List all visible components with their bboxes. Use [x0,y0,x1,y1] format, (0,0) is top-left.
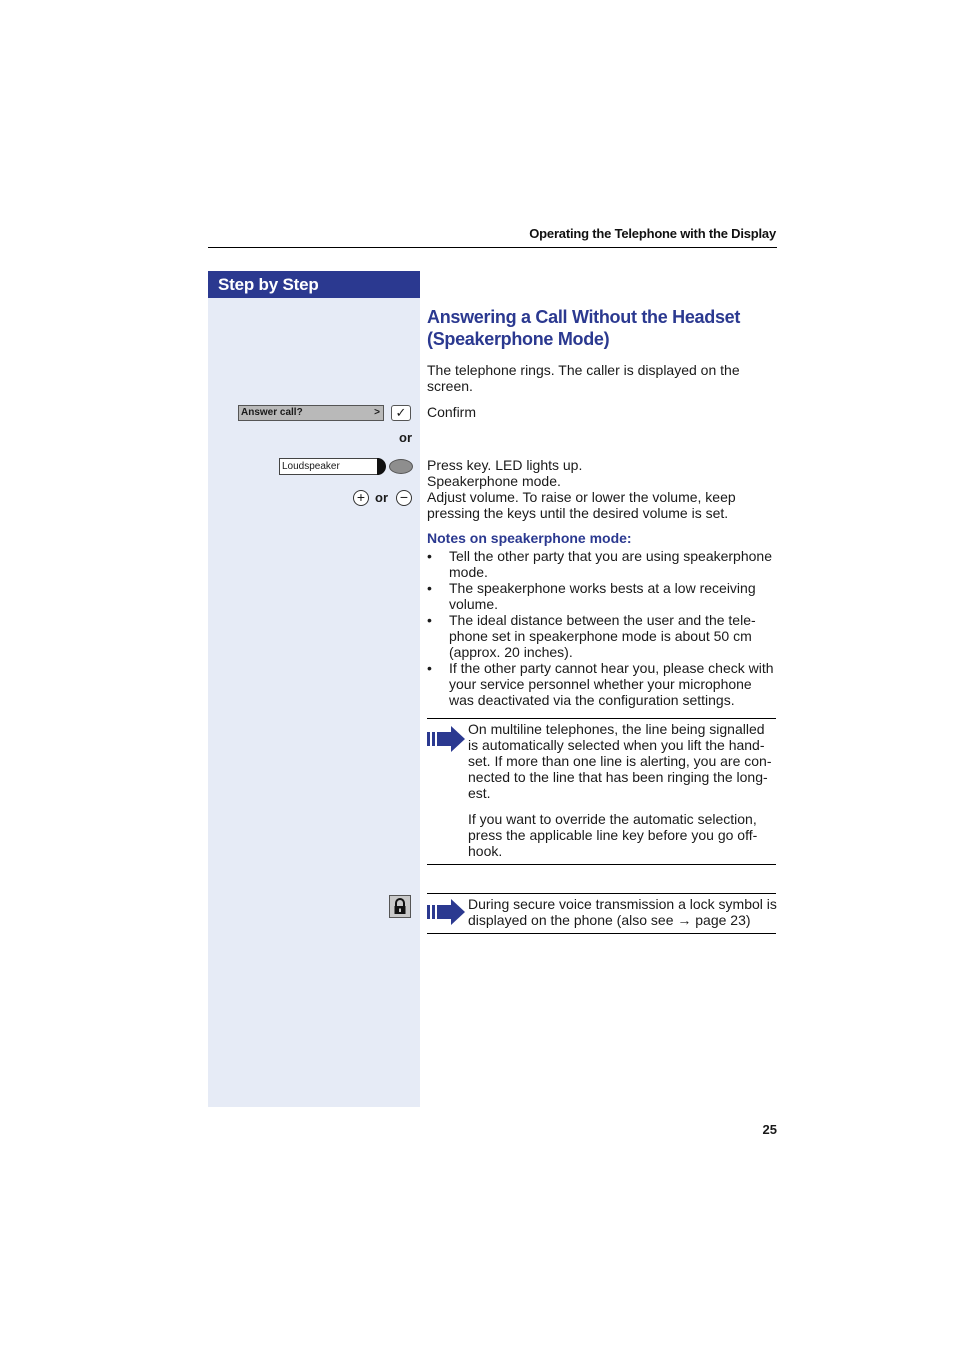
press-key-text: Press key. LED lights up. [427,457,583,473]
display-arrow: > [374,407,380,418]
led-key-icon [389,459,413,474]
info-box-bottom-rule [427,933,776,934]
plus-key-icon: + [353,490,369,506]
info-box-top-rule [427,718,776,719]
heading-line-1: Answering a Call Without the Headset [427,307,741,327]
info-text-override: If you want to override the automatic selection, press the applicable line key before you go off-hook. [468,811,758,859]
info-text-multiline: On multiline telephones, the line being signalled is automatically selected when you lift the hand-set. If more than one line is alerting, you are con-nected to the line that has been ringing the long-est. [468,721,772,801]
confirm-text: Confirm [427,404,477,420]
info-box-bottom-rule [427,864,776,865]
loudspeaker-key-label: Loudspeaker [279,458,379,475]
intro-text: The telephone rings. The caller is displayed on the screen. [427,362,740,394]
list-item: • If the other party cannot hear you, please check with your service personnel whether your microphone was deactivated via the configuration settings. [427,660,779,708]
list-item: • The ideal distance between the user and the tele-phone set in speakerphone mode is about 50 cm (approx. 20 inches). [427,612,779,660]
info-box-top-rule [427,893,776,894]
notes-title: Notes on speakerphone mode: [427,530,632,546]
or-label: or [399,430,412,445]
adjust-volume-text: Adjust volume. To raise or lower the volume, keep pressing the keys until the desired volume is set. [427,489,736,521]
check-icon: ✓ [391,405,411,421]
sidebar-title: Step by Step [208,271,420,298]
info-text-secure-voice: During secure voice transmission a lock symbol is displayed on the phone (also see → page 23) [468,896,777,928]
heading-line-2: (Speakerphone Mode) [427,329,610,349]
notes-list [427,548,777,708]
running-header: Operating the Telephone with the Display [529,226,776,241]
page-number: 25 [762,1122,777,1137]
list-item: • Tell the other party that you are using speakerphone mode. [427,548,779,580]
list-item: • The speakerphone works bests at a low receiving volume. [427,580,779,612]
header-rule [208,247,777,248]
display-text: Answer call? [241,407,303,418]
section-heading [427,306,777,350]
display-answer-call [238,405,384,421]
step-sidebar [208,271,420,1107]
minus-key-icon: − [396,490,412,506]
speakerphone-mode-text: Speakerphone mode. [427,473,561,489]
or-label: or [375,490,388,505]
info-arrow-icon [427,899,465,930]
info-arrow-icon [427,726,465,757]
lock-icon [389,895,411,918]
